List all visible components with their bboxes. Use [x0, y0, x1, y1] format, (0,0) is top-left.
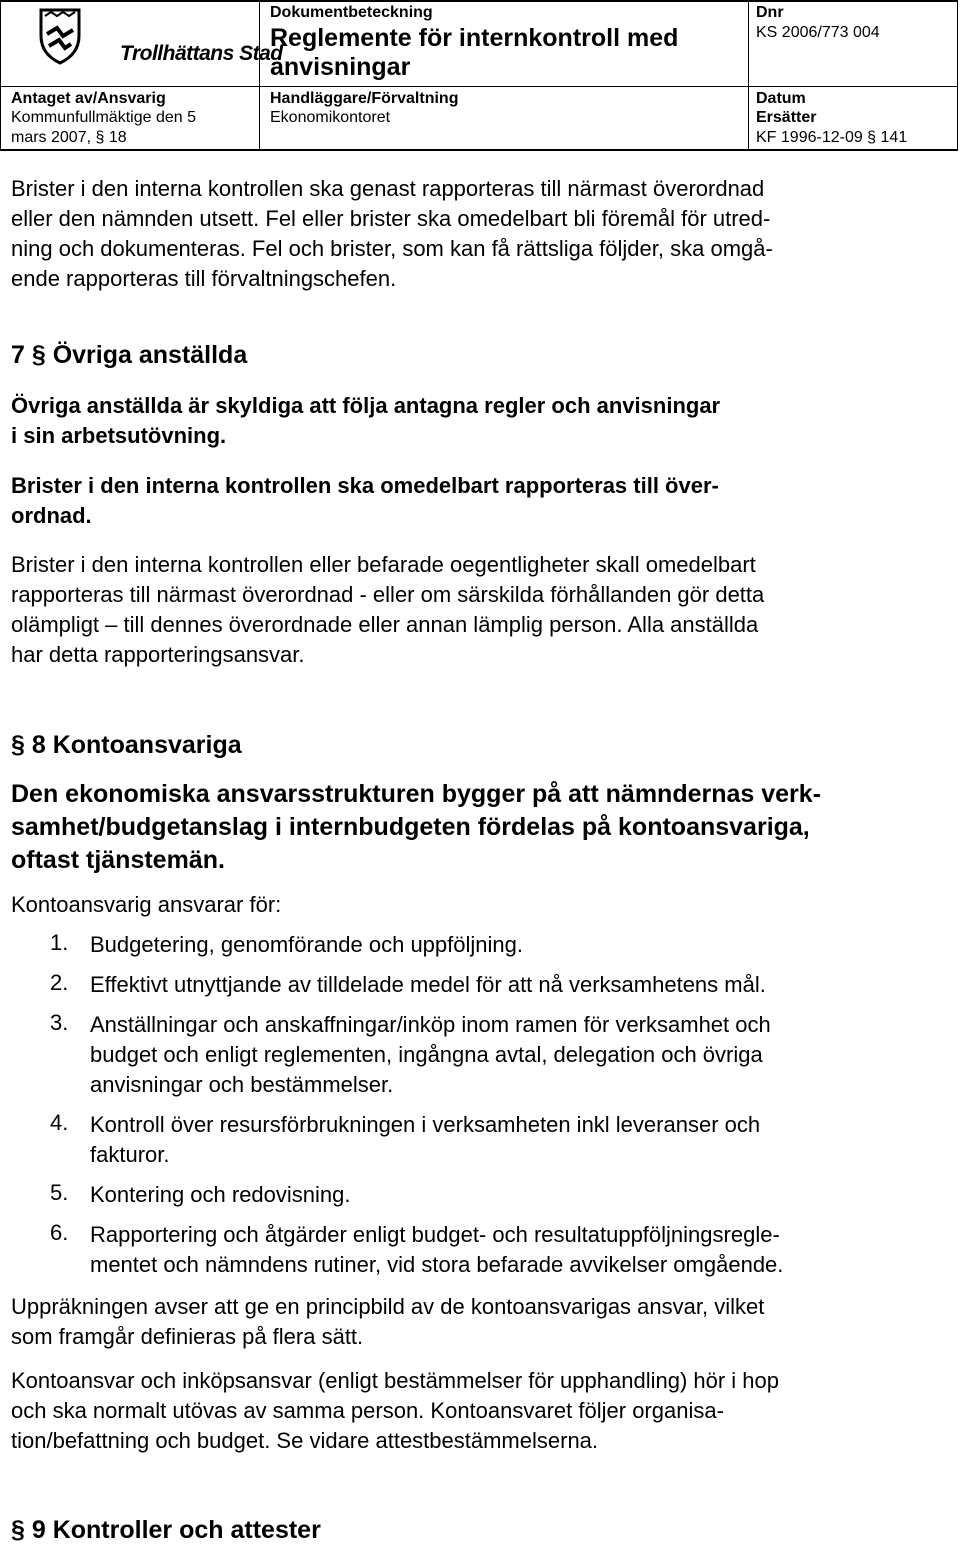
list-item-text [90, 1220, 783, 1280]
text-line: Uppräkningen avser att ge en principbild av de kontoansvarigas ansvar, vilket [11, 1294, 765, 1319]
logo-text: Trollhättans Stad [120, 42, 283, 65]
replaces-value: KF 1996-12-09 § 141 [756, 129, 908, 146]
document-header [0, 0, 958, 150]
text-line: Budgetering, genomförande och uppföljning. [90, 932, 523, 957]
document-title-line: anvisningar [270, 53, 411, 81]
text-line: budget och enligt reglementen, ingångna avtal, delegation och övriga [90, 1042, 763, 1067]
list-item-number: 1. [50, 930, 69, 955]
text-line: Brister i den interna kontrollen ska genast rapporteras till närmast överordnad [11, 176, 765, 201]
coat-of-arms-icon [35, 6, 85, 66]
document-title [270, 24, 750, 82]
list-item-text [90, 970, 766, 1000]
list-intro: Kontoansvarig ansvarar för: [11, 892, 282, 917]
document-title-line: Reglemente för internkontroll med [270, 24, 679, 52]
date-label: Datum [756, 90, 806, 107]
text-line: Anställningar och anskaffningar/inköp inom ramen för verksamhet och [90, 1012, 771, 1037]
list-item-number: 3. [50, 1010, 69, 1035]
text-line: Brister i den interna kontrollen eller befarade oegentligheter skall omedelbart [11, 552, 756, 577]
header-rule-bottom [0, 149, 958, 151]
section-8-bold-text [11, 778, 821, 877]
section-9-heading: § 9 Kontroller och attester [11, 1516, 321, 1544]
section-7-heading: 7 § Övriga anställda [11, 341, 248, 369]
list-item-number: 2. [50, 970, 69, 995]
text-line: Övriga anställda är skyldiga att följa antagna regler och anvisningar [11, 393, 721, 418]
text-line: och ska normalt utövas av samma person. Kontoansvaret följer organisa- [11, 1398, 724, 1423]
text-line: anvisningar och bestämmelser. [90, 1072, 394, 1097]
text-line: mentet och nämndens rutiner, vid stora befarade avvikelser omgående. [90, 1252, 784, 1277]
adopted-label: Antaget av/Ansvarig [11, 90, 166, 107]
text-line: ning och dokumenteras. Fel och brister, som kan få rättsliga följder, ska omgå- [11, 236, 773, 261]
text-line: Kontoansvar och inköpsansvar (enligt bestämmelser för upphandling) hör i hop [11, 1368, 779, 1393]
header-rule-right [957, 0, 958, 151]
list-item-text [90, 1110, 760, 1170]
list-item-number: 5. [50, 1180, 69, 1205]
section-7-bold-text-2 [11, 471, 719, 531]
list-item-text [90, 930, 523, 960]
list-item-text [90, 1180, 351, 1210]
text-line: oftast tjänstemän. [11, 846, 225, 874]
text-line: ordnad. [11, 503, 92, 528]
text-line: Brister i den interna kontrollen ska omedelbart rapporteras till över- [11, 473, 719, 498]
doc-label: Dokumentbeteckning [270, 4, 433, 21]
section-8-heading: § 8 Kontoansvariga [11, 731, 242, 759]
section-7-body [11, 550, 764, 670]
dnr-label: Dnr [756, 4, 784, 21]
text-line: Kontering och redovisning. [90, 1182, 351, 1207]
dnr-value: KS 2006/773 004 [756, 24, 880, 41]
replaces-label: Ersätter [756, 109, 817, 126]
text-line: samhet/budgetanslag i internbudgeten fördelas på kontoansvariga, [11, 813, 810, 841]
header-rule-left [0, 0, 1, 151]
adopted-value-line2: mars 2007, § 18 [11, 129, 127, 146]
text-line: som framgår definieras på flera sätt. [11, 1324, 364, 1349]
list-item-number: 6. [50, 1220, 69, 1245]
text-line: i sin arbetsutövning. [11, 423, 227, 448]
header-rule-mid [0, 86, 958, 87]
text-line: rapporteras till närmast överordnad - eller om särskilda förhållanden gör detta [11, 582, 765, 607]
text-line: Den ekonomiska ansvarsstrukturen bygger på att nämndernas verk- [11, 780, 822, 808]
section-7-bold-text [11, 391, 720, 451]
section-8-paragraph-1 [11, 1292, 764, 1352]
handler-value: Ekonomikontoret [270, 109, 391, 126]
handler-label: Handläggare/Förvaltning [270, 90, 459, 107]
header-rule-top [0, 0, 958, 2]
text-line: Rapportering och åtgärder enligt budget- och resultatuppföljningsregle- [90, 1222, 780, 1247]
text-line: har detta rapporteringsansvar. [11, 642, 305, 667]
list-item-text [90, 1010, 771, 1100]
text-line: ende rapporteras till förvaltningschefen. [11, 266, 397, 291]
text-line: Kontroll över resursförbrukningen i verksamheten inkl leveranser och [90, 1112, 761, 1137]
text-line: eller den nämnden utsett. Fel eller brister ska omedelbart bli föremål för utred- [11, 206, 771, 231]
section-8-paragraph-2 [11, 1366, 779, 1456]
intro-paragraph [11, 174, 773, 294]
text-line: tion/befattning och budget. Se vidare attestbestämmelserna. [11, 1428, 599, 1453]
list-item-number: 4. [50, 1110, 69, 1135]
municipality-logo [35, 6, 283, 66]
adopted-value: Kommunfullmäktige den 5 [11, 109, 196, 126]
text-line: olämpligt – till dennes överordnade eller annan lämplig person. Alla anställda [11, 612, 759, 637]
text-line: Effektivt utnyttjande av tilldelade medel för att nå verksamhetens mål. [90, 972, 766, 997]
text-line: fakturor. [90, 1142, 170, 1167]
